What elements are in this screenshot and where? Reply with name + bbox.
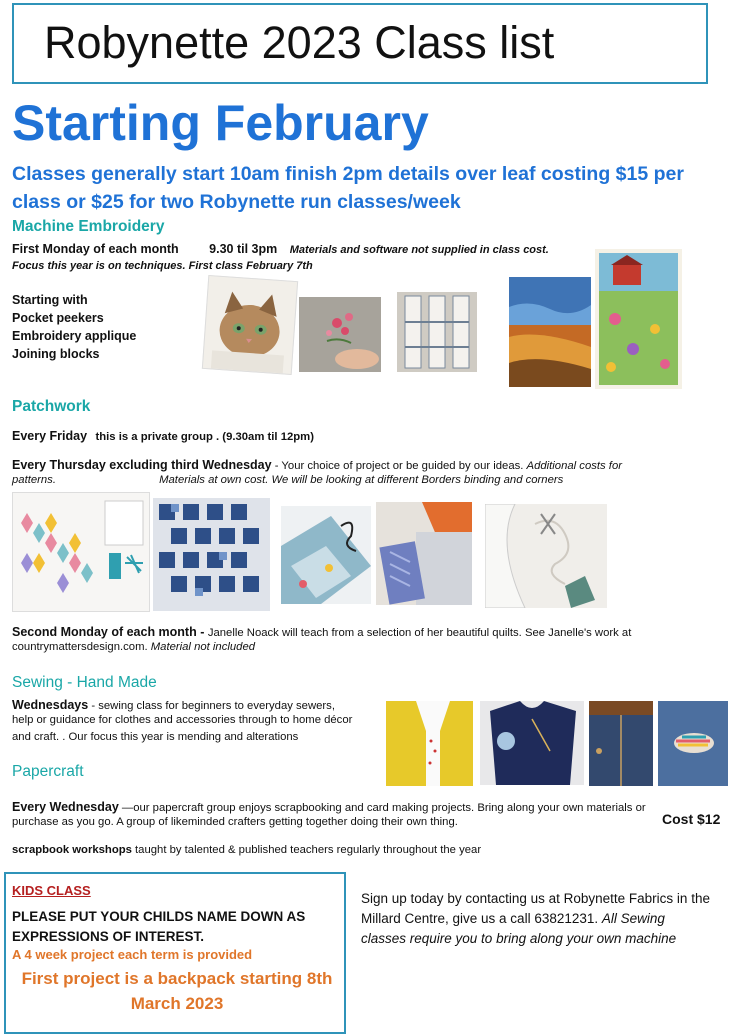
sewing-text2: help or guidance for clothes and accessories through to home décor	[12, 714, 353, 726]
papercraft-text1: —our papercraft group enjoys scrapbooking and card making projects. Bring along your own materials or	[118, 802, 646, 814]
starting-heading: Starting February	[12, 95, 429, 151]
kids-class-text: PLEASE PUT YOUR CHILDS NAME DOWN AS EXPRESSIONS OF INTEREST.	[12, 909, 306, 944]
machine-when-line	[12, 240, 549, 258]
kids-class-note: A 4 week project each term is provided	[12, 947, 253, 962]
friday-detail: this is a private group . (9.30am til 12pm)	[95, 431, 314, 443]
sewing-text3: and craft. . Our focus this year is mending and alterations	[12, 731, 299, 743]
machine-when: First Monday of each month	[12, 242, 179, 256]
quilted-pieces-photo	[376, 502, 472, 605]
patched-jeans-photo	[658, 701, 728, 786]
farm-quilt-photo	[595, 249, 682, 389]
papercraft-heading: Papercraft	[12, 763, 84, 780]
flower-embroidery-photo	[299, 297, 381, 372]
title-box	[12, 3, 708, 84]
patchwork-heading: Patchwork	[12, 398, 91, 415]
binding-corner-photo	[281, 506, 371, 604]
thursday-materials: Materials at own cost. We will be looking at different Borders binding and corners	[159, 474, 564, 486]
cat-embroidery-photo	[202, 275, 298, 375]
sewing-line1	[12, 696, 335, 714]
jeans-photo	[589, 701, 653, 786]
thursday-italic: Additional costs for	[526, 460, 622, 472]
papercraft-line1	[12, 798, 646, 816]
website-text: countrymattersdesign.com.	[12, 641, 151, 653]
thursday-line	[12, 456, 622, 474]
thursday-line2	[12, 474, 563, 486]
thursday-patterns: patterns.	[12, 474, 56, 486]
material-note: Material not included	[150, 641, 256, 653]
intro-text: Classes generally start 10am finish 2pm details over leaf costing $15 per class or $25 for two Robynette run classes/week	[12, 163, 684, 213]
machine-embroidery-heading: Machine Embroidery	[12, 218, 165, 235]
quilting-motif-photo	[485, 504, 607, 608]
workshops-line	[12, 840, 481, 858]
list-item: Embroidery applique	[12, 329, 137, 343]
machine-time: 9.30 til 3pm	[209, 242, 278, 256]
papercraft-cost: Cost $12	[662, 811, 721, 827]
thursday-detail: - Your choice of project or be guided by our ideas.	[271, 460, 527, 472]
table-runner-photo	[397, 292, 477, 372]
sewing-text1: - sewing class for beginners to everyday sewers,	[88, 700, 335, 712]
thursday-label: Every Thursday excluding third Wednesday	[12, 458, 272, 472]
machine-focus: Focus this year is on techniques. First class February 7th	[12, 260, 313, 272]
navy-top-photo	[480, 701, 584, 785]
papercraft-text2: purchase as you go. A group of likeminded crafters getting together doing their own thing.	[12, 816, 458, 828]
kids-class-title: KIDS CLASS	[12, 883, 91, 898]
landscape-quilt-photo	[509, 277, 591, 387]
list-item: Joining blocks	[12, 347, 100, 361]
signup-text	[361, 889, 711, 949]
yellow-garment-photo	[386, 701, 473, 786]
signup-italic: All Sewing classes require you to bring along your own machine	[361, 911, 677, 946]
diamond-quilt-photo	[12, 492, 150, 612]
friday-label: Every Friday	[12, 429, 88, 443]
workshops-text: taught by talented & published teachers regularly throughout the year	[131, 844, 482, 856]
blue-quilt-photo	[153, 498, 270, 611]
machine-note: Materials and software not supplied in class cost.	[289, 244, 549, 256]
sewing-heading: Sewing - Hand Made	[12, 674, 157, 691]
list-item: Pocket peekers	[12, 311, 104, 325]
sewing-day: Wednesdays	[12, 698, 89, 712]
list-item: Starting with	[12, 293, 88, 307]
page-title: Robynette 2023 Class list	[44, 17, 555, 68]
kids-class-project: First project is a backpack starting 8th March 2023	[21, 969, 333, 1013]
second-monday-label: Second Monday of each month -	[12, 625, 208, 639]
second-monday-line2	[12, 641, 255, 653]
friday-line	[12, 427, 314, 445]
papercraft-day: Every Wednesday	[12, 800, 119, 814]
second-monday-line	[12, 623, 631, 641]
machine-list	[12, 291, 136, 363]
second-monday-detail: Janelle Noack will teach from a selection of her beautiful quilts. See Janelle's work at	[207, 627, 632, 639]
workshops-label: scrapbook workshops	[12, 844, 132, 856]
signup-main: Sign up today by contacting us at Robynette Fabrics in the Millard Centre, give us a call 63821231.	[361, 891, 710, 926]
